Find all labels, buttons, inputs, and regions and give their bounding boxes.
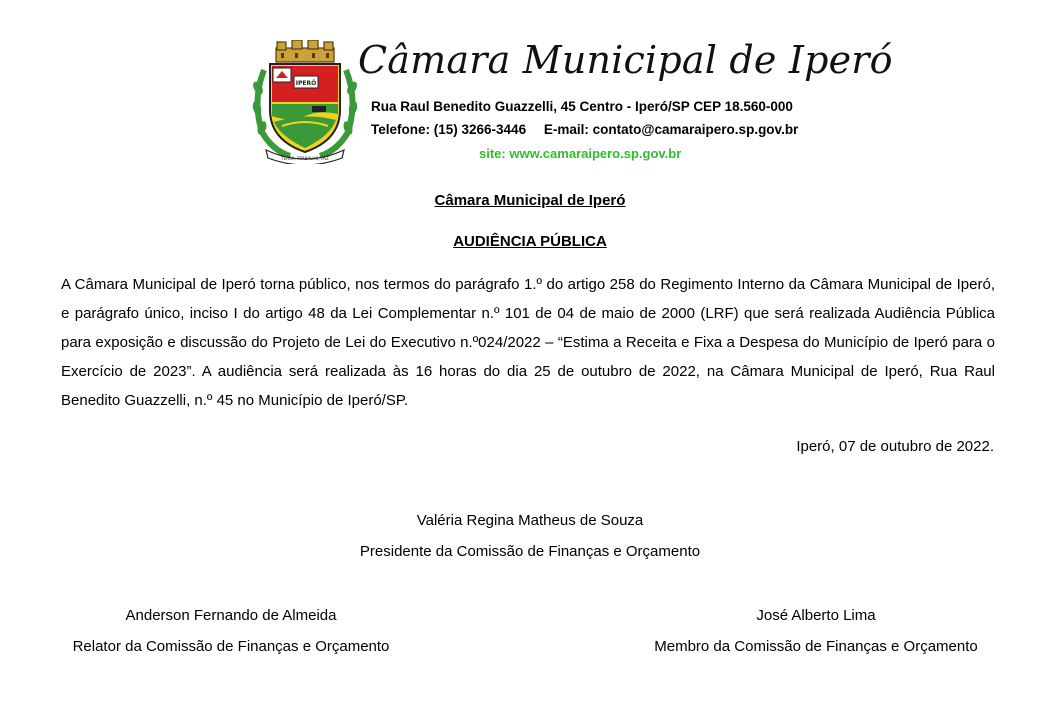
document-subheading: AUDIÊNCIA PÚBLICA xyxy=(453,233,607,250)
body-paragraph: A Câmara Municipal de Iperó torna público, nos termos do parágrafo 1.º do artigo 258 do Regimento Interno da Câmara Municipal de Iperó, e parágrafo único, inciso I do artigo 48 da Lei Complementar n.º 101 de 04 de maio de 2000 (LRF) que será realizada Audiência Pública para exposição e discussão do Projeto de Lei do Executivo n.º024/2022 – “Estima a Receita e Fixa a Despesa do Município de Iperó para o Exercício de 2023”. A audiência será realizada às 16 horas do dia 25 de outubro de 2022, na Câmara Municipal de Iperó, Rua Raul Benedito Guazzelli, n.º 45 no Município de Iperó/SP. xyxy=(61,276,995,409)
crest-motto: TERRA, TRABALHO, PAZ xyxy=(281,156,329,161)
email: E-mail: contato@camaraipero.sp.gov.br xyxy=(543,122,799,137)
document-heading: Câmara Municipal de Iperó xyxy=(434,192,626,209)
member-role: Membro da Comissão de Finanças e Orçamento xyxy=(654,638,978,655)
president-role: Presidente da Comissão de Finanças e Orçamento xyxy=(359,543,701,560)
letterhead xyxy=(250,36,893,166)
phone: Telefone: (15) 3266-3446 xyxy=(371,122,527,137)
municipal-coat-of-arms-icon xyxy=(250,40,360,164)
dateline: Iperó, 07 de outubro de 2022. xyxy=(796,438,994,455)
member-name: José Alberto Lima xyxy=(756,607,876,624)
contact-line xyxy=(371,122,798,137)
president-name: Valéria Regina Matheus de Souza xyxy=(416,512,644,529)
rapporteur-role: Relator da Comissão de Finanças e Orçamento xyxy=(72,638,390,655)
org-name: Câmara Municipal de Iperó xyxy=(358,38,893,82)
website: site: www.camaraipero.sp.gov.br xyxy=(479,146,682,161)
address: Rua Raul Benedito Guazzelli, 45 Centro - Iperó/SP CEP 18.560-000 xyxy=(371,99,793,114)
rapporteur-name: Anderson Fernando de Almeida xyxy=(125,607,337,624)
crest-text: IPERÓ xyxy=(295,80,317,87)
